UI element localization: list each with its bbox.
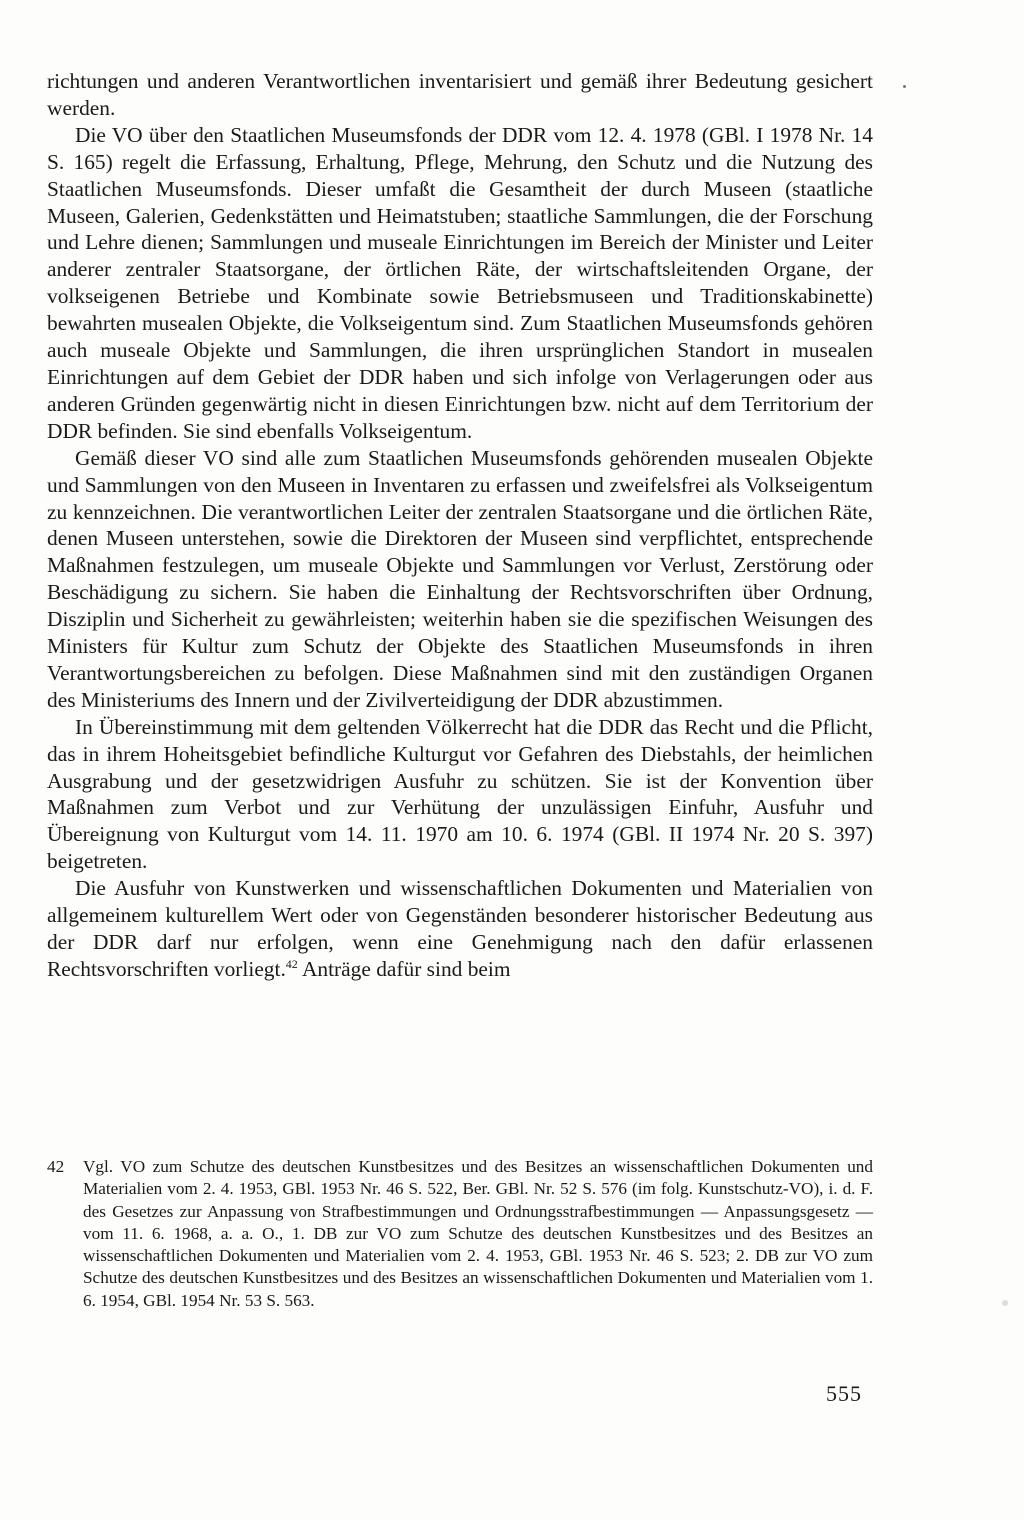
paragraph-5-text: Die Ausfuhr von Kunstwerken und wissenschaftlichen Dokumenten und Materialien von allgemeinem kulturellem Wert oder von Gegenständen besonderer historischer Bedeutung aus der DDR darf nur erfolgen, wenn eine Genehmigung nach den dafür erlassenen Rechtsvorschriften vorliegt.	[47, 876, 873, 981]
scan-speck	[1002, 1300, 1008, 1306]
body-text	[47, 68, 873, 983]
paragraph-1: richtungen und anderen Verantwortlichen inventarisiert und gemäß ihrer Bedeutung gesichert werden.	[47, 69, 873, 120]
page-number: 555	[826, 1381, 862, 1406]
paragraph-3: Gemäß dieser VO sind alle zum Staatlichen Museumsfonds gehörenden musealen Objekte und Sammlungen von den Museen in Inventaren zu erfassen und zweifelsfrei als Volkseigentum zu kennzeichnen. Die verantwortlichen Leiter der zentralen Staatsorgane und die örtlichen Räte, denen Museen unterstehen, sowie die Direktoren der Museen sind verpflichtet, entsprechende Maßnahmen festzulegen, um museale Objekte und Sammlungen vor Verlust, Zerstörung oder Beschädigung zu sichern. Sie haben die Einhaltung der Rechtsvorschriften über Ordnung, Disziplin und Sicherheit zu gewährleisten; weiterhin haben sie die spezifischen Weisungen des Ministers für Kultur zum Schutz der Objekte des Staatlichen Museumsfonds in ihren Verantwortungsbereichen zu befolgen. Diese Maßnahmen sind mit den zuständigen Organen des Ministeriums des Innern und der Zivilverteidigung der DDR abzustimmen.	[47, 445, 873, 712]
paragraph-4: In Übereinstimmung mit dem geltenden Völkerrecht hat die DDR das Recht und die Pflicht, das in ihrem Hoheitsgebiet befindliche Kulturgut vor Gefahren des Diebstahls, der heimlichen Ausgrabung und der gesetzwidrigen Ausfuhr zu schützen. Sie ist der Konvention über Maßnahmen zum Verbot und zur Verhütung der unzulässigen Einfuhr, Ausfuhr und Übereignung von Kulturgut vom 14. 11. 1970 am 10. 6. 1974 (GBl. II 1974 Nr. 20 S. 397) beigetreten.	[47, 714, 873, 874]
paragraph-2: Die VO über den Staatlichen Museumsfonds der DDR vom 12. 4. 1978 (GBl. I 1978 Nr. 14 S. 165) regelt die Erfassung, Erhaltung, Pflege, Mehrung, den Schutz und die Nutzung des Staatlichen Museumsfonds. Dieser umfaßt die Gesamtheit der durch Museen (staatliche Museen, Galerien, Gedenkstätten und Heimatstuben; staatliche Sammlungen, die der Forschung und Lehre dienen; Sammlungen und museale Einrichtungen im Bereich der Minister und Leiter anderer zentraler Staatsorgane, der örtlichen Räte, der wirtschaftsleitenden Organe, der volkseigenen Betriebe und Kombinate sowie Betriebsmuseen und Traditionskabinette) bewahrten musealen Objekte, die Volkseigentum sind. Zum Staatlichen Museumsfonds gehören auch museale Objekte und Sammlungen, die ihren ursprünglichen Standort in musealen Einrichtungen auf dem Gebiet der DDR haben und sich infolge von Verlagerungen oder aus anderen Gründen gegenwärtig nicht in diesen Einrichtungen bzw. nicht auf dem Territorium der DDR befinden. Sie sind ebenfalls Volkseigentum.	[47, 122, 873, 443]
footnote-number: 42	[47, 1157, 65, 1176]
paragraph-5-continuation: Anträge dafür sind beim	[297, 956, 511, 981]
footnote-text: Vgl. VO zum Schutze des deutschen Kunstbesitzes und des Besitzes an wissenschaftlichen Dokumenten und Materialien vom 2. 4. 1953, GBl. 1953 Nr. 46 S. 522, Ber. GBl. Nr. 52 S. 576 (im folg. Kunstschutz-VO), i. d. F. des Gesetzes zur Anpassung von Strafbestimmungen und Ordnungsstrafbestimmungen — Anpassungsgesetz — vom 11. 6. 1968, a. a. O., 1. DB zur VO zum Schutze des deutschen Kunstbesitzes und des Besitzes an wissenschaftlichen Dokumenten und Materialien vom 2. 4. 1953, GBl. 1953 Nr. 46 S. 523; 2. DB zur VO zum Schutze des deutschen Kunstbesitzes und des Besitzes an wissenschaftlichen Dokumenten und Materialien vom 1. 6. 1954, GBl. 1954 Nr. 53 S. 563.	[83, 1157, 873, 1310]
footnote	[47, 1156, 873, 1312]
footnote-reference[interactable]: 42	[285, 956, 298, 971]
scan-speck	[903, 85, 906, 88]
paragraph-5	[47, 875, 873, 983]
